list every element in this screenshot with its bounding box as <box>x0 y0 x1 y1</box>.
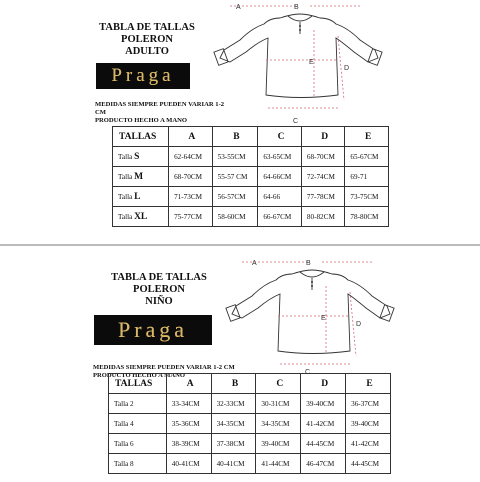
cell: 66-67CM <box>258 207 302 227</box>
kid-title-line-2: POLERON <box>133 284 185 295</box>
cell: 39-40CM <box>301 394 346 414</box>
header-a: A <box>166 374 211 394</box>
cell: 40-41CM <box>166 454 211 474</box>
cell: 34-35CM <box>211 414 256 434</box>
kid-measure-lines <box>242 262 374 364</box>
kid-label-a: A <box>252 260 257 267</box>
kid-label-b: B <box>306 260 311 267</box>
cell: 63-65CM <box>258 147 302 167</box>
header-d: D <box>301 374 346 394</box>
cell: 44-45CM <box>346 454 391 474</box>
cell: 64-66CM <box>258 167 302 187</box>
adult-note-line-2: CM <box>95 109 106 116</box>
cell: 77-78CM <box>301 187 345 207</box>
adult-collar <box>288 16 312 21</box>
cell: 78-80CM <box>345 207 389 227</box>
cell: 46-47CM <box>301 454 346 474</box>
cell: 72-74CM <box>301 167 345 187</box>
table-row <box>113 207 389 227</box>
cell: 75-77CM <box>169 207 213 227</box>
kid-collar <box>300 272 324 277</box>
cell: 36-37CM <box>346 394 391 414</box>
adult-label-e: E <box>309 59 314 66</box>
adult-title-line-1: TABLA DE TALLAS <box>99 22 195 33</box>
header-b: B <box>211 374 256 394</box>
cell: 33-34CM <box>166 394 211 414</box>
cell: 41-42CM <box>301 414 346 434</box>
kid-label-d: D <box>356 321 362 328</box>
header-tallas: TALLAS <box>113 127 169 147</box>
cell: 73-75CM <box>345 187 389 207</box>
cell: 41-44CM <box>256 454 301 474</box>
kid-title-line-1: TABLA DE TALLAS <box>111 272 207 283</box>
cell: 37-38CM <box>211 434 256 454</box>
header-e: E <box>345 127 389 147</box>
kid-size-table <box>108 373 391 474</box>
adult-label-d: D <box>344 65 350 72</box>
cell: 39-40CM <box>256 434 301 454</box>
table-row <box>109 394 391 414</box>
kid-size-chart <box>0 244 480 482</box>
adult-note-line-1: MEDIDAS SIEMPRE PUEDEN VARIAR 1-2 <box>95 101 225 108</box>
row-label: Talla S <box>113 147 169 167</box>
button-icon <box>299 25 301 27</box>
adult-note-line-3: PRODUCTO HECHO A MANO <box>95 117 188 124</box>
table-row <box>113 187 389 207</box>
cell: 56-57CM <box>212 187 258 207</box>
kid-title <box>100 272 218 308</box>
kid-label-c: C <box>305 369 311 376</box>
kid-label-e: E <box>321 315 326 322</box>
adult-label-c: C <box>293 118 299 125</box>
praga-logo-text: Praga <box>111 65 175 86</box>
kid-sweater-outline <box>232 270 390 354</box>
adult-title-line-3: ADULTO <box>125 46 169 57</box>
cell: 38-39CM <box>166 434 211 454</box>
button-icon <box>311 281 313 283</box>
table-header-row <box>109 374 391 394</box>
row-label: Talla 4 <box>109 414 167 434</box>
adult-label-b: B <box>294 4 299 11</box>
cell: 30-31CM <box>256 394 301 414</box>
praga-logo <box>96 63 190 89</box>
cell: 32-33CM <box>211 394 256 414</box>
adult-measure-lines <box>230 6 362 108</box>
cell: 40-41CM <box>211 454 256 474</box>
row-label: Talla 2 <box>109 394 167 414</box>
kid-sweater-diagram <box>222 250 397 375</box>
kid-title-line-3: NIÑO <box>145 296 173 307</box>
row-label: Talla 8 <box>109 454 167 474</box>
row-label: Talla L <box>113 187 169 207</box>
header-e: E <box>346 374 391 394</box>
cell: 68-70CM <box>301 147 345 167</box>
row-label: Talla XL <box>113 207 169 227</box>
cell: 69-71 <box>345 167 389 187</box>
adult-note <box>95 101 265 125</box>
adult-sweater-outline <box>220 14 378 98</box>
cell: 53-55CM <box>212 147 258 167</box>
table-row <box>113 147 389 167</box>
cell: 44-45CM <box>301 434 346 454</box>
header-c: C <box>258 127 302 147</box>
cell: 39-40CM <box>346 414 391 434</box>
adult-size-table <box>112 126 389 227</box>
header-c: C <box>256 374 301 394</box>
praga-logo-text: Praga <box>117 317 189 342</box>
header-b: B <box>212 127 258 147</box>
header-tallas: TALLAS <box>109 374 167 394</box>
cell: 62-64CM <box>169 147 213 167</box>
cell: 55-57 CM <box>212 167 258 187</box>
row-label: Talla M <box>113 167 169 187</box>
header-a: A <box>169 127 213 147</box>
cell: 65-67CM <box>345 147 389 167</box>
cell: 41-42CM <box>346 434 391 454</box>
cell: 34-35CM <box>256 414 301 434</box>
header-d: D <box>301 127 345 147</box>
button-icon <box>311 285 313 287</box>
adult-title <box>92 22 202 58</box>
table-header-row <box>113 127 389 147</box>
adult-label-a: A <box>236 4 241 11</box>
cell: 68-70CM <box>169 167 213 187</box>
row-label: Talla 6 <box>109 434 167 454</box>
cell: 80-82CM <box>301 207 345 227</box>
cell: 35-36CM <box>166 414 211 434</box>
table-row <box>109 414 391 434</box>
kid-note-line-2: PRODUCTO HECHO A MANO <box>93 372 186 379</box>
cell: 71-73CM <box>169 187 213 207</box>
cell: 58-60CM <box>212 207 258 227</box>
table-row <box>109 454 391 474</box>
praga-logo <box>94 315 212 345</box>
table-row <box>109 434 391 454</box>
kid-note-line-1: MEDIDAS SIEMPRE PUEDEN VARIAR 1-2 CM <box>93 364 235 371</box>
button-icon <box>299 29 301 31</box>
cell: 64-66 <box>258 187 302 207</box>
adult-title-line-2: POLERON <box>121 34 173 45</box>
table-row <box>113 167 389 187</box>
